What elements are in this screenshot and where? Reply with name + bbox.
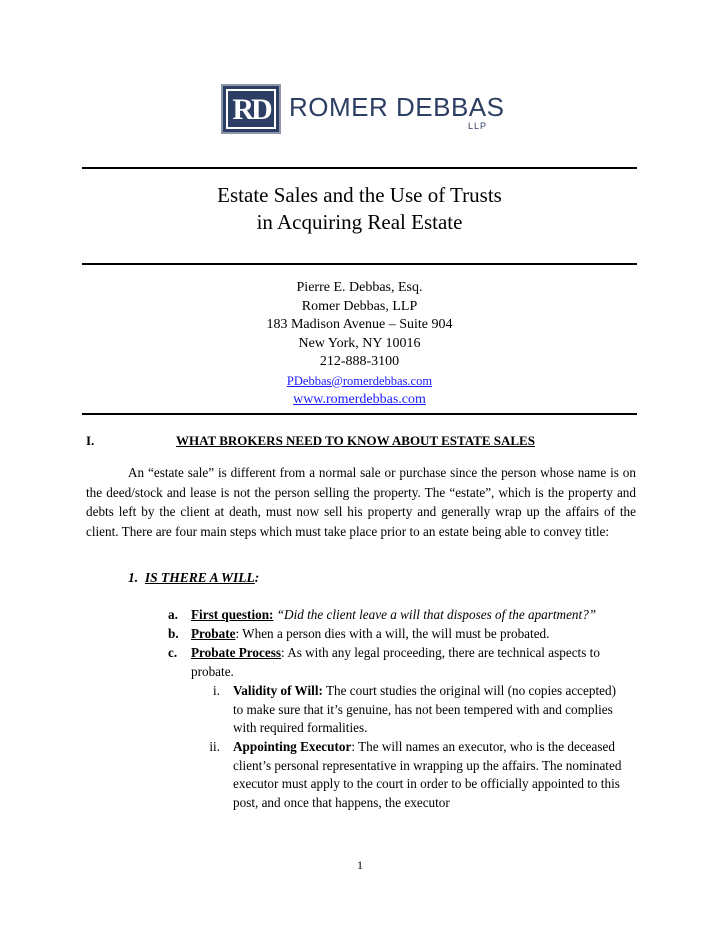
contact-phone: 212-888-3100 xyxy=(319,354,400,369)
heading-number: 1. xyxy=(128,570,139,585)
list-item-label: First question: xyxy=(191,607,274,622)
contact-block xyxy=(82,279,637,410)
list-marker: c. xyxy=(168,645,178,660)
logo-mark-text: RD xyxy=(226,89,276,129)
sub-list-item-label: Appointing Executor xyxy=(233,739,352,754)
sub-list-item-label: Validity of Will: xyxy=(233,683,323,698)
contact-firm: Romer Debbas, LLP xyxy=(301,298,418,314)
divider-middle xyxy=(82,263,637,265)
contact-address: 183 Madison Avenue – Suite 904 xyxy=(266,317,453,332)
section-number: I. xyxy=(86,433,95,448)
section-title: WHAT BROKERS NEED TO KNOW ABOUT ESTATE SALES xyxy=(176,433,535,448)
sub-list-item-text xyxy=(233,738,625,812)
sub-list-marker: ii. xyxy=(209,739,220,754)
list-item-label: Probate xyxy=(191,626,236,641)
list-item-body: : As with any legal proceeding, there are technical aspects to probate. xyxy=(191,645,600,679)
list-item-label: Probate Process xyxy=(191,645,281,660)
heading-is-there-a-will xyxy=(128,570,259,586)
document-title xyxy=(82,182,637,236)
title-line-2: in Acquiring Real Estate xyxy=(256,210,463,234)
intro-paragraph: An “estate sale” is different from a normal sale or purchase since the person whose name is on the deed/stock and lease is not the person selling the property. The “estate”, which is the property and debts left by the client at death, must now sell his property and generally wrap up the affairs of the client. There are four main steps which must take place prior to an estate being able to convey title: xyxy=(86,465,636,539)
title-line-1: Estate Sales and the Use of Trusts xyxy=(217,183,502,207)
logo-mark xyxy=(221,84,281,134)
logo-name: ROMER DEBBAS xyxy=(289,92,505,122)
divider-top xyxy=(82,167,637,169)
list-item xyxy=(168,644,638,681)
heading-colon: : xyxy=(254,570,260,585)
list-item-body: “Did the client leave a will that disposes of the apartment?” xyxy=(276,607,597,622)
list-item-body: : When a person dies with a will, the will must be probated. xyxy=(235,626,550,641)
page-number: 1 xyxy=(357,858,363,872)
sub-list-item xyxy=(200,738,625,812)
sub-list-marker: i. xyxy=(213,683,220,698)
list-item-text xyxy=(191,644,638,681)
firm-logo xyxy=(221,84,511,138)
heading-label: IS THERE A WILL xyxy=(144,570,255,585)
logo-llp: LLP xyxy=(468,121,488,131)
sub-list-item xyxy=(200,682,625,738)
list-marker: b. xyxy=(168,626,179,641)
contact-city: New York, NY 10016 xyxy=(298,335,421,351)
sub-list-item-body: The court studies the original will (no copies accepted) to make sure that it’s genuine, has not been tempered with and complies with required formalities. xyxy=(233,683,616,735)
list-marker: a. xyxy=(168,607,178,622)
contact-name: Pierre E. Debbas, Esq. xyxy=(296,280,423,295)
list-item xyxy=(168,625,638,644)
list-item-text xyxy=(191,625,638,644)
sub-list-item-body: : The will names an executor, who is the deceased client’s personal representative in wrapping up the affairs. The nominated executor must apply to the court in order to be officially appointed to this post, and once that happens, the executor xyxy=(233,739,622,810)
list-item-text xyxy=(191,606,638,625)
contact-website-link[interactable]: www.romerdebbas.com xyxy=(293,392,426,407)
list-item xyxy=(168,606,638,625)
contact-email-link[interactable]: PDebbas@romerdebbas.com xyxy=(286,373,433,388)
sub-list-item-text xyxy=(233,682,625,738)
divider-bottom xyxy=(82,413,637,415)
